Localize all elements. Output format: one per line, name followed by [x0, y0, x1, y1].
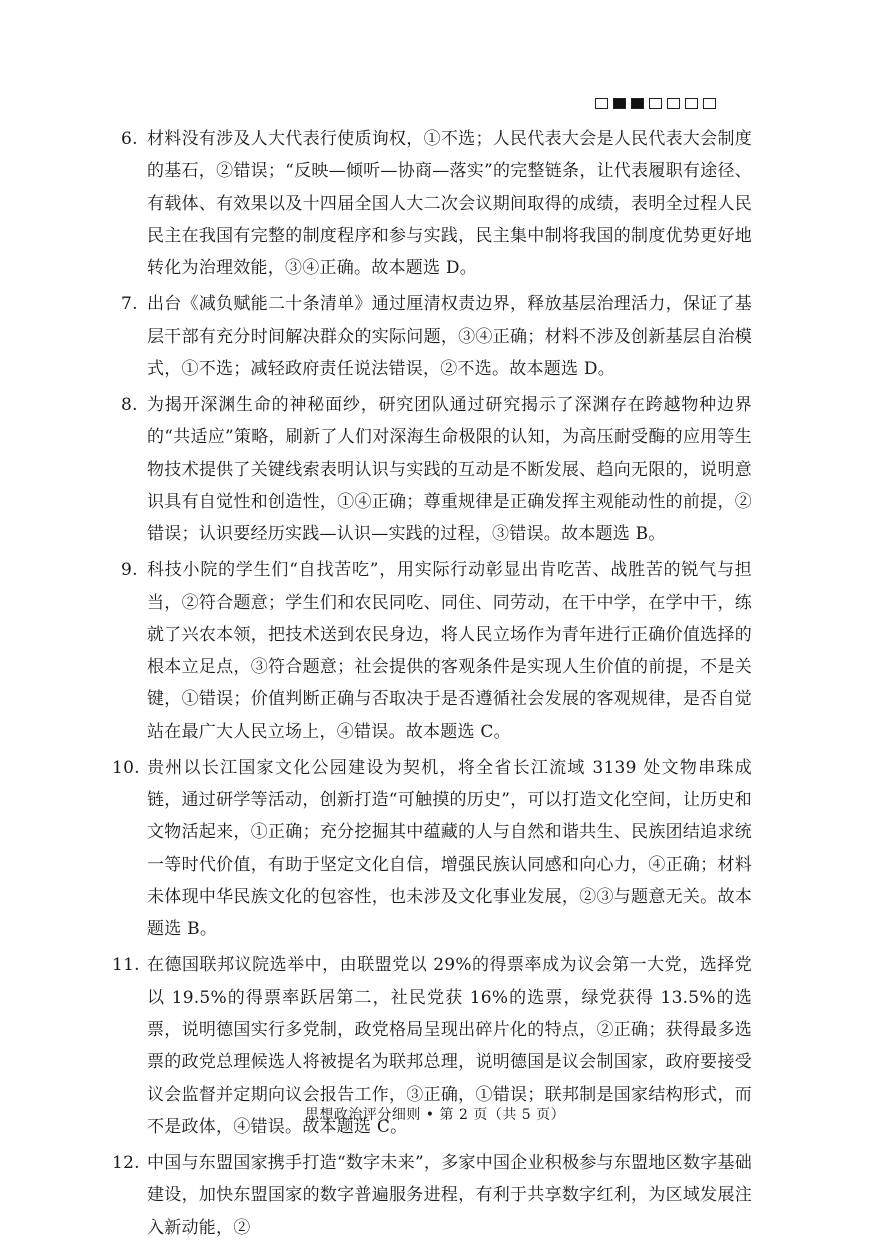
progress-mark-5: [667, 98, 680, 109]
answer-text: 为揭开深渊生命的神秘面纱，研究团队通过研究揭示了深渊存在跨越物种边界的“共适应”策略，刷新了人们对深海生命极限的认知，为高压耐受酶的应用等生物技术提供了关键线索表明认识与实践的互动是不断发展、趋向无限的，说明意识具有自觉性和创造性，①④正确；尊重规律是正确发挥主观能动性的前提，②错误；认识要经历实践—认识—实践的过程，③错误。故本题选 B。: [147, 394, 752, 545]
answer-item: [0, 389, 870, 550]
answer-item: [0, 288, 870, 385]
answer-number: 12.: [112, 1152, 140, 1173]
answer-item: [0, 752, 870, 946]
answer-text: 材料没有涉及人大代表行使质询权，①不选；人民代表大会是人民代表大会制度的基石，②错误；“反映—倾听—协商—落实”的完整链条，让代表履职有途径、有载体、有效果以及十四届全国人大二次会议期间取得的成绩，表明全过程人民民主在我国有完整的制度程序和参与实践，民主集中制将我国的制度优势更好地转化为治理效能，③④正确。故本题选 D。: [147, 129, 752, 279]
answer-number: 7.: [121, 294, 138, 315]
progress-mark-3: [631, 98, 644, 109]
answer-list: [0, 123, 870, 1248]
answer-number: 11.: [112, 955, 140, 976]
progress-mark-7: [703, 98, 716, 109]
answer-number: 6.: [121, 129, 138, 149]
answer-number: 8.: [121, 394, 138, 415]
answer-text: 科技小院的学生们“自找苦吃”，用实际行动彰显出肯吃苦、战胜苦的锐气与担当，②符合题意；学生们和农民同吃、同住、同劳动，在干中学，在学中干，练就了兴农本领，把技术送到农民身边，将人民立场作为青年进行正确价值选择的根本立足点，③符合题意；社会提供的客观条件是实现人生价值的前提，不是关键，①错误；价值判断正确与否取决于是否遵循社会发展的客观规律，是否自觉站在最广大人民立场上，④错误。故本题选 C。: [147, 560, 752, 742]
answer-number: 9.: [121, 560, 138, 581]
answer-text: 出台《减负赋能二十条清单》通过厘清权责边界，释放基层治理活力，保证了基层干部有充分时间解决群众的实际问题，③④正确；材料不涉及创新基层自治模式，①不选；减轻政府责任说法错误，②不选。故本题选 D。: [147, 294, 752, 379]
answer-number: 10.: [112, 757, 140, 778]
page-progress-marks: [595, 98, 716, 109]
answer-text: 贵州以长江国家文化公园建设为契机，将全省长江流域 3139 处文物串珠成链，通过研学等活动，创新打造“可触摸的历史”，可以打造文化空间，让历史和文物活起来，①正确；充分挖掘其中蕴藏的人与自然和谐共生、民族团结追求统一等时代价值，有助于坚定文化自信，增强民族认同感和向心力，④正确；材料未体现中华民族文化的包容性，也未涉及文化事业发展，②③与题意无关。故本题选 B。: [147, 757, 752, 940]
answer-text: 在德国联邦议院选举中，由联盟党以 29%的得票率成为议会第一大党，选择党以 19.5%的得票率跃居第二，社民党获 16%的选票，绿党获得 13.5%的选票，说明德国实行多党制，政党格局呈现出碎片化的特点，②正确；获得最多选票的政党总理候选人将被提名为联邦总理，说明德国是议会制国家，政府要接受议会监督并定期向议会报告工作，③正确，①错误；联邦制是国家结构形式，而不是政体，④错误。故本题选 C。: [147, 955, 752, 1137]
page-footer: 思想政治评分细则 • 第 2 页（共 5 页）: [304, 1107, 566, 1123]
answer-item: [0, 1147, 870, 1244]
progress-mark-6: [685, 98, 698, 109]
progress-mark-2: [613, 98, 626, 109]
progress-mark-1: [595, 98, 608, 109]
answer-text: 中国与东盟国家携手打造“数字未来”，多家中国企业积极参与东盟地区数字基础建设，加快东盟国家的数字普遍服务进程，有利于共享数字红利，为区域发展注入新动能，②: [147, 1152, 752, 1238]
answer-item: [0, 554, 870, 748]
answer-item: [0, 123, 870, 284]
progress-mark-4: [649, 98, 662, 109]
